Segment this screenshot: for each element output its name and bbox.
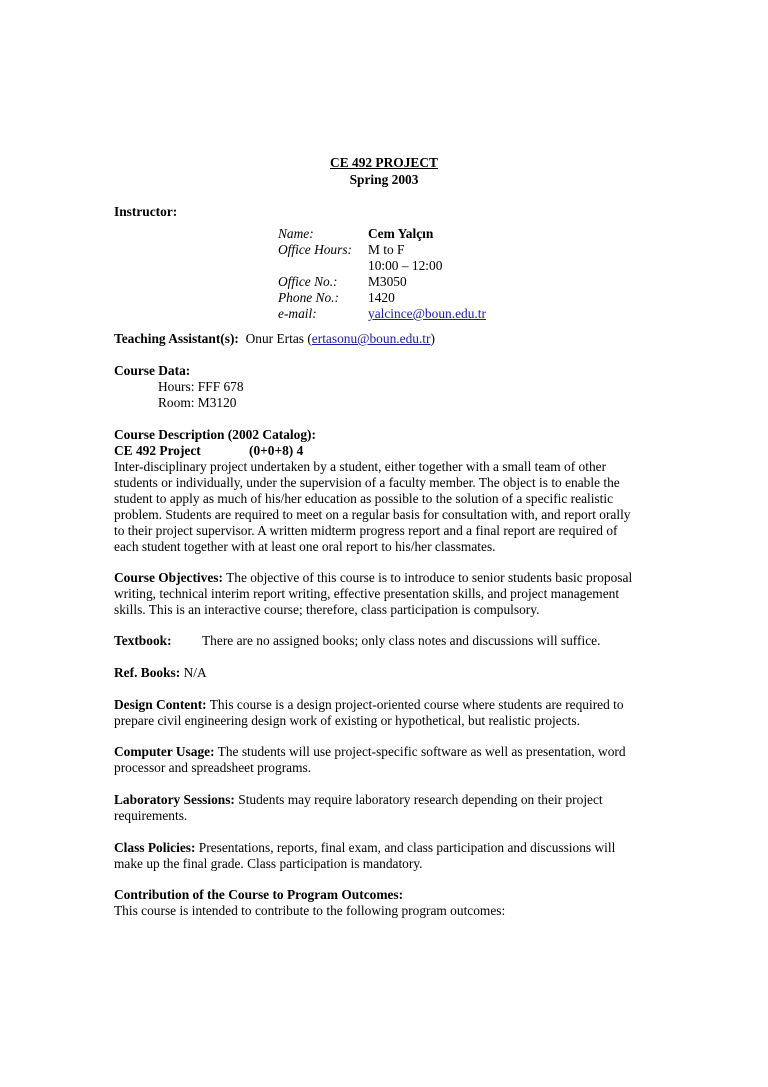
instructor-row: Office No.: M3050 <box>278 274 407 289</box>
ta-email-link[interactable]: ertasonu@boun.edu.tr <box>311 331 431 346</box>
instructor-row: Office Hours: M to F <box>278 242 405 257</box>
instructor-table <box>278 226 486 322</box>
refbooks-line: Ref. Books: N/A <box>114 665 207 680</box>
course-data-room: Room: M3120 <box>158 395 237 410</box>
instructor-row: Phone No.: 1420 <box>278 290 395 305</box>
objectives-section: Course Objectives: The objective of this course is to introduce to senior students basic proposal writing, technical interim report writing, effective presentation skills, and project management skills. This is an interactive course; therefore, class participation is compulsory. <box>114 570 633 617</box>
policies-section: Class Policies: Presentations, reports, final exam, and class participation and discussions will make up the final grade. Class participation is mandatory. <box>114 840 616 871</box>
course-data-hours: Hours: FFF 678 <box>158 379 244 394</box>
course-term: Spring 2003 <box>349 172 419 187</box>
ta-line: Teaching Assistant(s): Onur Ertas (ertasonu@boun.edu.tr) <box>114 331 435 346</box>
description-body: Inter-disciplinary project undertaken by a student, either together with a small team of other students or individually, under the supervision of a faculty member. The object is to enable the student to apply as much of his/her education as possible to the solution of a specific realistic problem. Students are required to meet on a regular basis for consultation with, and report orally to their project supervisor. A written midterm progress report and a final report are required of each student together with at least one oral report to his/her classmates. <box>114 459 631 554</box>
instructor-row: Name: Cem Yalçın <box>278 226 434 241</box>
description-code: CE 492 Project (0+0+8) 4 <box>114 443 304 458</box>
description-heading: Course Description (2002 Catalog): <box>114 427 316 442</box>
instructor-row: 10:00 – 12:00 <box>368 258 443 273</box>
course-title-text: CE 492 PROJECT <box>330 155 438 170</box>
lab-section: Laboratory Sessions: Students may require laboratory research depending on their project requirements. <box>114 792 603 823</box>
instructor-row: e-mail: yalcince@boun.edu.tr <box>278 306 486 321</box>
instructor-email-link[interactable]: yalcince@boun.edu.tr <box>368 306 486 321</box>
course-title <box>0 155 768 171</box>
course-data-heading: Course Data: <box>114 363 191 378</box>
computer-section: Computer Usage: The students will use project-specific software as well as presentation, word processor and spreadsheet programs. <box>114 744 626 775</box>
instructor-heading: Instructor: <box>114 204 178 219</box>
textbook-line: Textbook: There are no assigned books; only class notes and discussions will suffice. <box>114 633 601 648</box>
contribution-section: Contribution of the Course to Program Outcomes: This course is intended to contribute to the following program outcomes: <box>114 887 506 918</box>
design-section: Design Content: This course is a design project-oriented course where students are required to prepare civil engineering design work of existing or hypothetical, but realistic projects. <box>114 697 624 728</box>
